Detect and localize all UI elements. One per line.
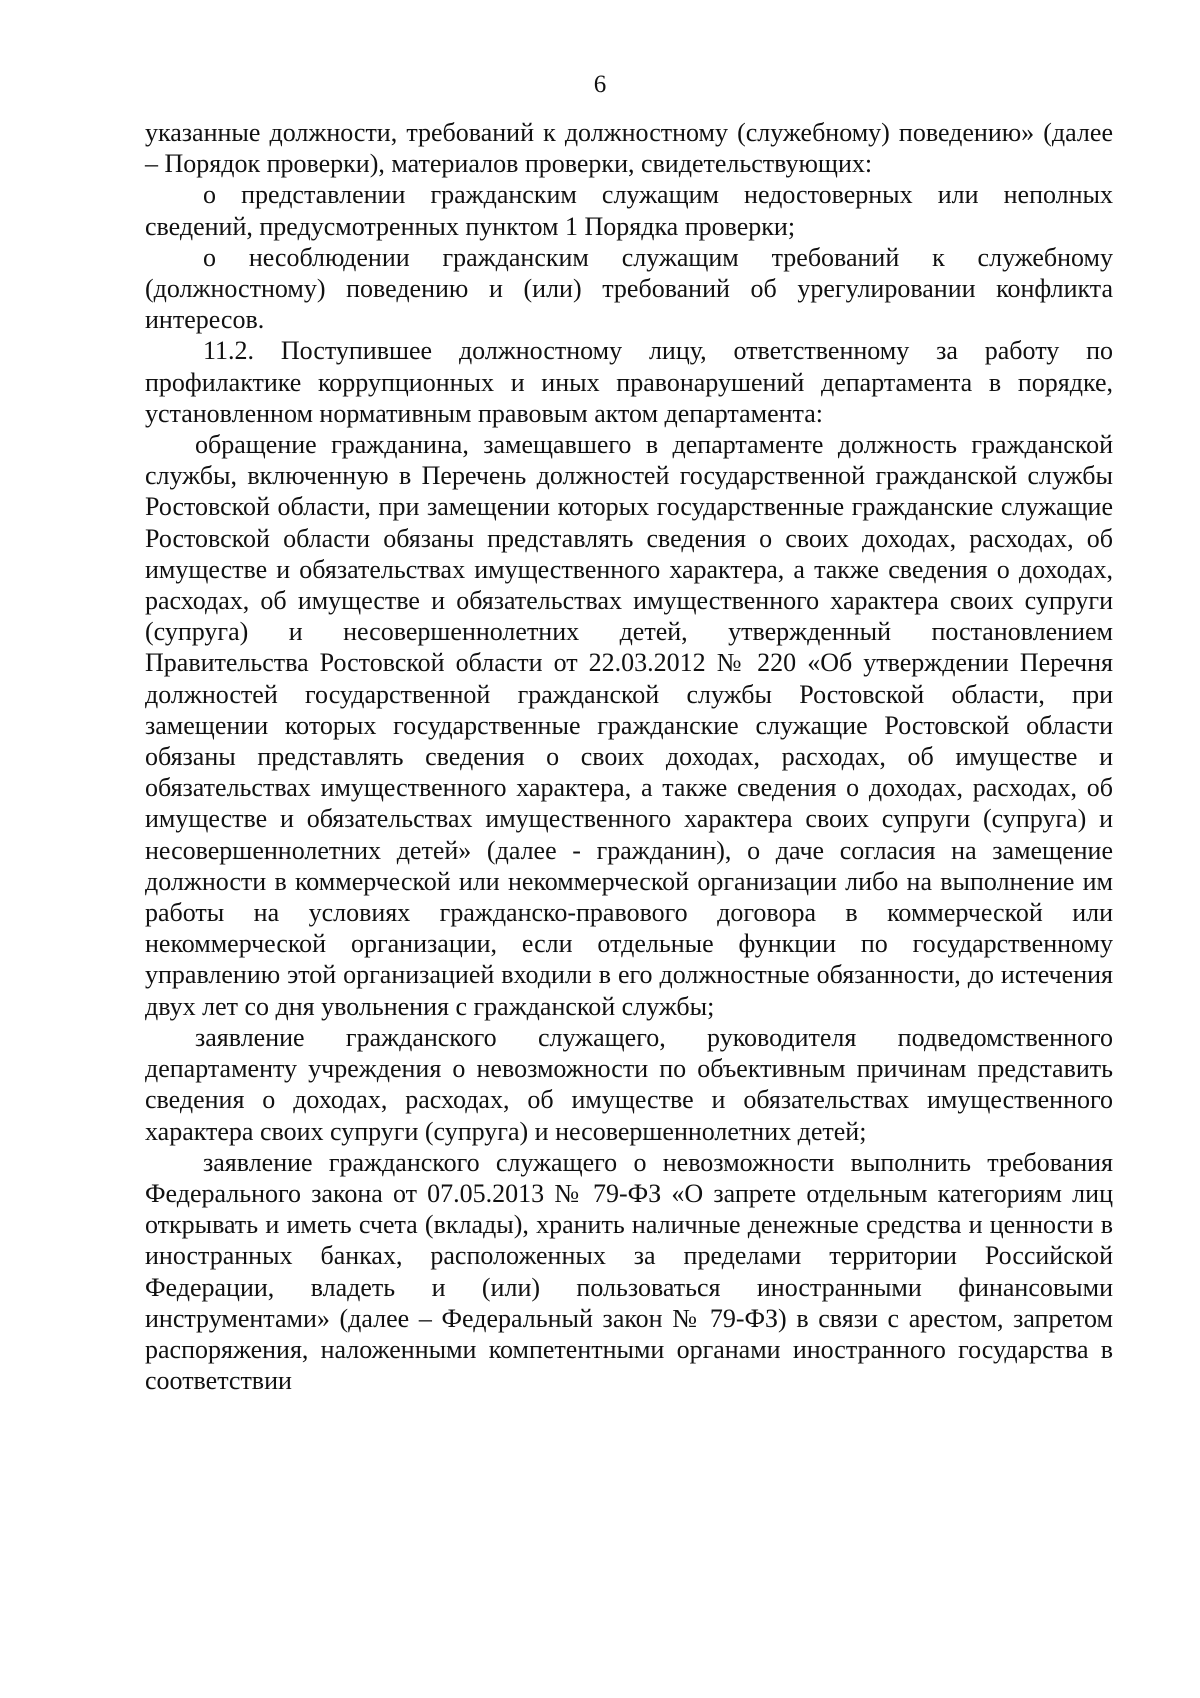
paragraph-non-compliance: о несоблюдении гражданским служащим требований к служебному (должностному) поведению и (или) требований об урегулировании конфликта интересов.	[145, 242, 1113, 335]
paragraph-citizen-appeal: обращение гражданина, замещавшего в департаменте должность гражданской службы, включенную в Перечень должностей государственной гражданской службы Ростовской области, при замещении которых государственные гражданские служащие Ростовской области обязаны представлять сведения о своих доходах, расходах, об имуществе и обязательствах имущественного характера, а также сведения о доходах, расходах, об имуществе и обязательствах имущественного характера своих супруги (супруга) и несовершеннолетних детей, утвержденный постановлением Правительства Ростовской области от 22.03.2012 № 220 «Об утверждении Перечня должностей государственной гражданской службы Ростовской области, при замещении которых государственные гражданские служащие Ростовской области обязаны представлять сведения о своих доходах, расходах, об имуществе и обязательствах имущественного характера, а также сведения о доходах, расходах, об имуществе и обязательствах имущественного характера своих супруги (супруга) и несовершеннолетних детей» (далее - гражданин), о даче согласия на замещение должности в коммерческой или некоммерческой организации либо на выполнение им работы на условиях гражданско-правового договора в коммерческой или некоммерческой организации, если отдельные функции по государственному управлению этой организацией входили в его должностные обязанности, до истечения двух лет со дня увольнения с гражданской службы;	[145, 430, 1113, 1021]
paragraph-statement-income: заявление гражданского служащего, руководителя подведомственного департаменту учреждения о невозможности по объективным причинам представить сведения о доходах, расходах, об имуществе и обязательствах имущественного характера своих супруги (супруга) и несовершеннолетних детей;	[145, 1022, 1113, 1146]
paragraph-statement-79fz: заявление гражданского служащего о невозможности выполнить требования Федерального закона от 07.05.2013 № 79-ФЗ «О запрете отдельным категориям лиц открывать и иметь счета (вклады), хранить наличные денежные средства и ценности в иностранных банках, расположенных за пределами территории Российской Федерации, владеть и (или) пользоваться иностранными финансовыми инструментами» (далее – Федеральный закон № 79-ФЗ) в связи с арестом, запретом распоряжения, наложенными компетентными органами иностранного государства в соответствии	[145, 1147, 1113, 1396]
paragraph-false-info: о представлении гражданским служащим недостоверных или неполных сведений, предусмотренных пунктом 1 Порядка проверки;	[145, 180, 1113, 241]
paragraph-continuation: указанные должности, требований к должностному (служебному) поведению» (далее – Порядок проверки), материалов проверки, свидетельствующих:	[145, 118, 1113, 179]
document-body	[145, 117, 1113, 1396]
paragraph-11-2: 11.2. Поступившее должностному лицу, ответственному за работу по профилактике коррупционных и иных правонарушений департамента в порядке, установленном нормативным правовым актом департамента:	[145, 336, 1113, 428]
page-number: 6	[593, 71, 607, 98]
